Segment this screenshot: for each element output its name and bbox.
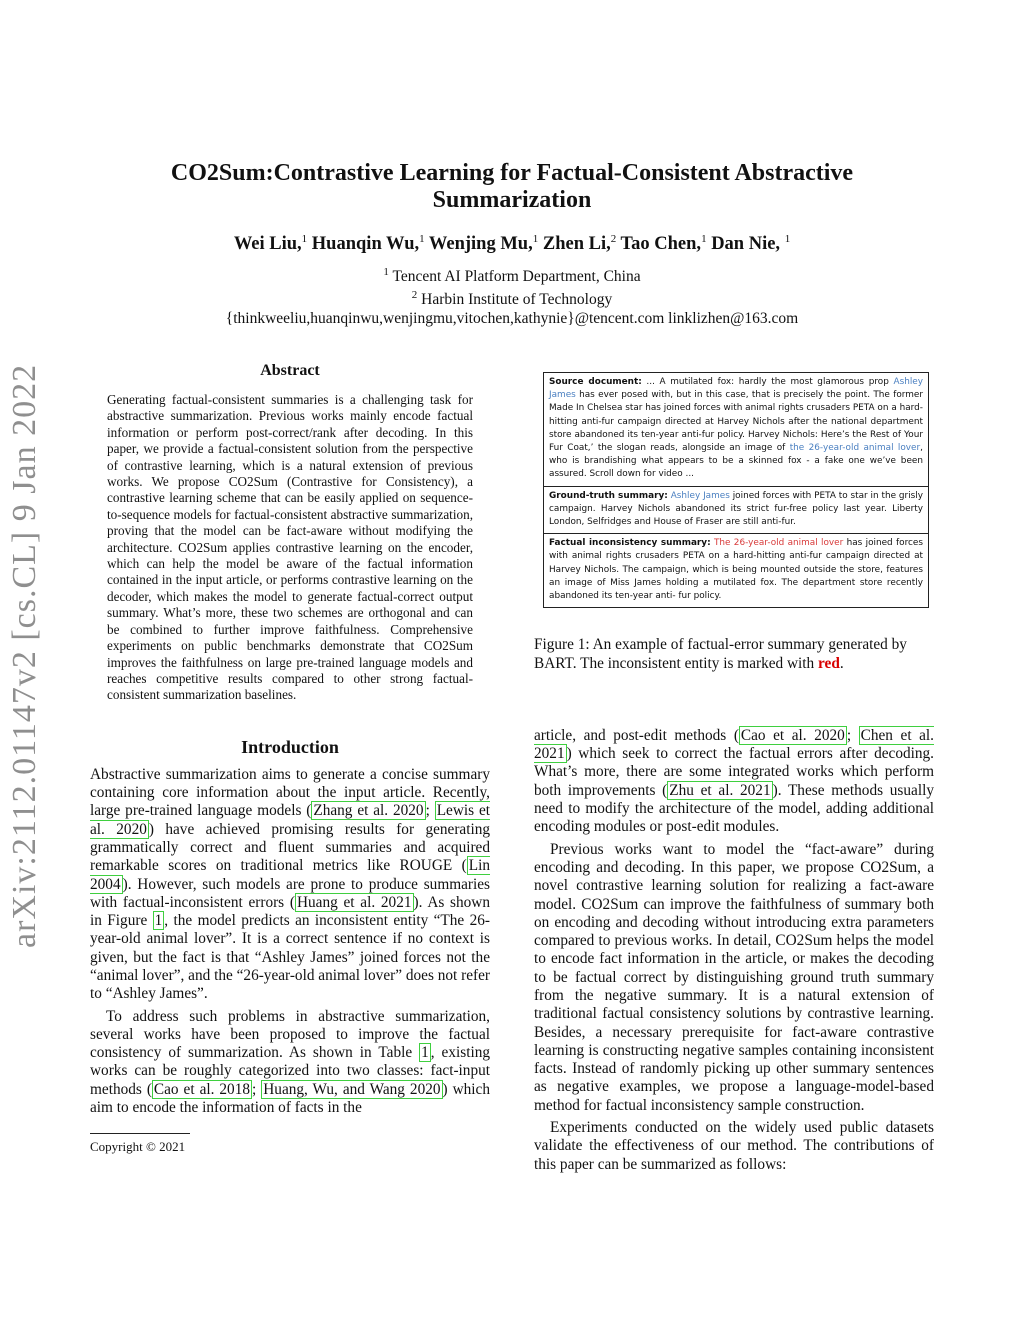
paper-title [120, 160, 904, 214]
introduction-heading: Introduction [241, 736, 339, 757]
citation-link[interactable]: Zhu et al. 2021 [669, 781, 771, 799]
consistent-entity: the 26-year-old animal lover [789, 443, 921, 454]
citation-link[interactable]: Huang et al. 2021 [296, 893, 412, 911]
ground-truth-section: Ground-truth summary: Ashley James joined forces with PETA to star in the grisly campaign. Harvey Nichols abandoned its strict fur-free policy last year. Liberty London, Selfridges and House of Fraser are still anti-fur. [544, 486, 928, 534]
citation-link[interactable]: Huang, Wu, and Wang 2020 [263, 1080, 441, 1098]
affiliations [120, 263, 904, 328]
author: Huanqin Wu,$^1$ [311, 233, 425, 255]
citation-link[interactable]: Cao et al. 2020 [740, 726, 845, 744]
right-paragraph-2: Previous works want to model the “fact-aware” during encoding and decoding. In this paper, we propose CO2Sum, a novel contrastive learning solution for realizing a fact-aware model. CO2Sum can improve the faithfulness of summary both on encoding and decoding without introducing extra parameters compared to previous works. In detail, CO2Sum helps the model to encode fact information in the article, or makes the decoding to be factual correct by distinguishing ground truth summary from the negative summary. It is a natural extension of traditional factual consistency solutions by contrastive learning. Besides, a necessary prerequisite for fact-aware contrastive learning is constructing negative samples containing inconsistent facts. Instead of randomly picking up other summary sentences as negative examples, we propose a language-model-based method for factual inconsistency sample construction. [534, 840, 934, 1114]
inconsistency-section: Factual inconsistency summary: The 26-year-old animal lover has joined forces with animal rights crusaders PETA on a hard-hitting anti-fur campaign directed at Harvey Nichols. The campaign, which is being mounted outside the store, features an image of Miss James holding a mutilated fox. The department store recently abandoned its ten-year anti- fur policy. [544, 533, 928, 607]
right-body [534, 727, 934, 1174]
table-reference-link[interactable]: 1 [421, 1044, 429, 1062]
right-paragraph-3: Experiments conducted on the widely used public datasets validate the effectiveness of our method. The contributions of this paper can be summarized as follows: [534, 1119, 934, 1173]
figure-reference-link[interactable]: 1 [154, 912, 163, 930]
author: Zhen Li,$^2$ [542, 233, 617, 255]
right-paragraph-1: article, and post-edit methods ( Cao et al. 2020 ; Chen et al. 2021 ) which seek to correct the factual errors after decoding. What’s more, there are some integrated works which perform both improvements ( Zhu et al. 2021 ). These methods usually need to modify the architecture of the model, adding additional encoding modules or post-edit modules. [534, 726, 935, 836]
section-label: Factual inconsistency summary: [549, 538, 711, 549]
author: Wenjing Mu,$^1$ [428, 233, 539, 255]
copyright-footnote: Copyright © 2021 [90, 1139, 186, 1155]
abstract-heading: Abstract [260, 362, 320, 379]
author: Wei Liu,$^1$ [233, 233, 308, 255]
title-line-1: CO2Sum:Contrastive Learning for Factual-Consistent Abstractive [170, 160, 854, 186]
caption-red-word: red [818, 654, 840, 672]
figure-1-caption: Figure 1: An example of factual-error summary generated by BART. The inconsistent entity is marked with red. [534, 636, 907, 672]
citation-link[interactable]: Lewis et al. 2020 [90, 802, 490, 838]
citation-link[interactable]: Zhang et al. 2020 [313, 802, 424, 820]
citation-link[interactable]: Cao et al. 2018 [153, 1080, 251, 1098]
consistent-entity: Ashley James [670, 490, 730, 501]
author-emails: {thinkweeliu,huanqinwu,wenjingmu,vitochen,kathynie}@tencent.com linklizhen@163.com [225, 310, 799, 328]
intro-paragraph-2: To address such problems in abstractive summarization, several works have been proposed to improve the factual consistency of summarization. As shown in Table 1 , existing works can be roughly categorized into two classes: fact-input methods ( Cao et al. 2018 ; Huang, Wu, and Wang 2020 ) which aim to encode the information of facts in the [90, 1007, 490, 1117]
arxiv-identifier: arXiv:2112.01147v2 [cs.CL] 9 Jan 2022 [6, 363, 43, 948]
title-line-2: Summarization [432, 187, 592, 213]
consistent-entity: Ashley James [549, 377, 923, 401]
abstract-text: Generating factual-consistent summaries is a challenging task for abstractive summarization. Previous works mainly encode factual information or perform post-correct/rank after decoding. In this paper, we provide a factual-consistent solution from the perspective of contrastive learning, which is a natural extension of previous works. We propose CO2Sum (Contrastive for Consistency), a contrastive learning scheme that can be easily applied on sequence-to-sequence models for factual-consistent abstractive summarization, proving that the model can be fact-aware without modifying the architecture. CO2Sum applies contrastive learning on the encoder, which can help the model be aware of the factual information contained in the input article, or performs contrastive learning on the decoder, which makes the model to generate factual-correct output summary. What’s more, these two schemes are orthogonal and can be combined to further improve faithfulness. Comprehensive experiments on public benchmarks demonstrate that CO2Sum improves the faithfulness on large pre-trained language models and reaches competitive results compared to other strong factual-consistent summarization baselines. [107, 392, 473, 703]
affiliation: $^1$ Tencent AI Platform Department, China [383, 266, 641, 286]
source-document-section: Source document: ... A mutilated fox: hardly the most glamorous prop Ashley James has ever posed with, but in this case, that is precisely the point. The former Made In Chelsea star has joined forces with animal rights crusaders PETA on a hard-hitting anti-fur campaign directed at Harvey Nichols after the national department store abandoned its ten-year anti-fur policy. Harvey Nichols: Here’s the Rest of Your Fur Coat,’ the slogan reads, alongside an image of the 26-year-old animal lover, who is brandishing what appears to be a skinned fox - a fake one we’ve been assured. Scroll down for video ... [549, 377, 923, 480]
citation-link[interactable]: Chen et al. 2021 [534, 726, 935, 763]
author-list [120, 233, 904, 255]
citation-link[interactable]: Lin 2004 [90, 857, 490, 893]
author: Dan Nie, $^1$ [711, 233, 791, 255]
section-label: Source document: [549, 377, 642, 387]
affiliation: $^2$ Harbin Institute of Technology [411, 289, 613, 309]
inconsistent-entity: The 26-year-old animal lover [713, 538, 844, 549]
footnote-divider [90, 1133, 190, 1134]
figure-1-box [543, 372, 929, 608]
author: Tao Chen,$^1$ [620, 233, 707, 255]
section-label: Ground-truth summary: [549, 490, 668, 501]
right-column [534, 372, 934, 1174]
left-column [90, 362, 490, 1155]
intro-paragraph-1: Abstractive summarization aims to generate a concise summary containing core information about the input article. Recently, large pre-trained language models ( Zhang et al. 2020 ; Lewis et al. 2020 ) have achieved promising results for generating grammatically correct and fluent summaries and acquired remarkable scores on traditional metrics like ROUGE ( Lin 2004 ). However, such models are prone to produce summaries with factual-inconsistent errors ( Huang et al. 2021 ). As shown in Figure 1 , the model predicts an inconsistent entity “The 26-year-old animal lover”. It is a correct sentence if no context is given, but the fact is that “Ashley James” joined forces not the “animal lover”, and the “26-year-old animal lover” does not refer to “Ashley James”. [90, 765, 491, 1003]
